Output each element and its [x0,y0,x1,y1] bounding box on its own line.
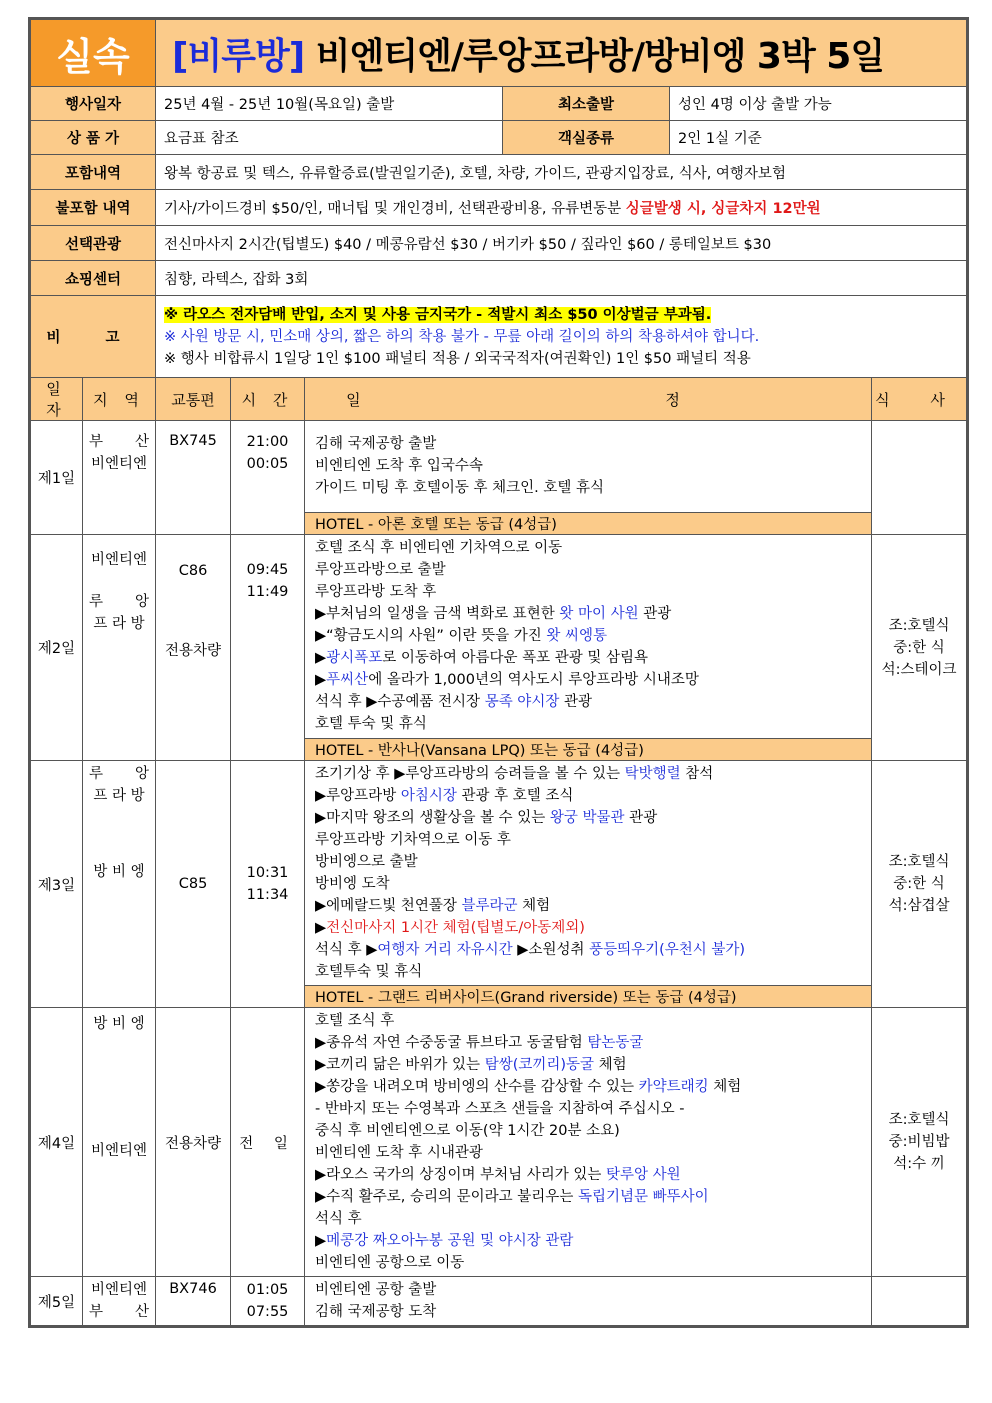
day2-label: 제2일 [30,535,83,761]
day1-time: 21:00 00:05 [231,421,305,535]
excluded-value [156,190,968,226]
day3-time: 10:31 11:34 [231,761,305,1008]
day3-row [30,761,968,986]
note-penalty: ※ 행사 비합류시 1일당 1인 $100 패널티 적용 / 외국국적자(여권확인) 1인 $50 패널티 적용 [164,350,751,367]
title-row [30,19,968,87]
day5-meal [872,1277,968,1327]
day1-row [30,421,968,513]
info-row-excluded [30,190,968,226]
day4-time: 전 일 [231,1008,305,1277]
day4-label: 제4일 [30,1008,83,1277]
notes-value [156,296,968,378]
page-title [156,19,968,87]
included-label: 포함내역 [30,155,156,190]
shopping-label: 쇼핑센터 [30,261,156,296]
title-bracket: [비루방] [172,35,305,77]
day4-meal: 조:호텔식 중:비빔밥 석:수 끼 [872,1008,968,1277]
day4-row [30,1008,968,1277]
day1-label: 제1일 [30,421,83,535]
day5-time: 01:05 07:55 [231,1277,305,1327]
period-label: 행사일자 [30,87,156,121]
day3-hotel: HOTEL - 그랜드 리버사이드(Grand riverside) 또는 동급 (4성급) [305,986,872,1008]
itinerary-sheet [28,17,966,1328]
day3-region: 루 앙 프 라 방 방 비 엥 [83,761,156,1008]
price-value: 요금표 참조 [156,121,503,155]
info-row-period [30,87,968,121]
day2-meal: 조:호텔식 중:한 식 석:스테이크 [872,535,968,761]
day2-hotel: HOTEL - 반사나(Vansana LPQ) 또는 동급 (4성급) [305,739,872,761]
day5-transport: BX746 [156,1277,231,1327]
note-dress: ※ 사원 방문 시, 민소매 상의, 짧은 하의 착용 불가 - 무릎 아래 길이의 하의 착용하셔야 합니다. [164,328,760,345]
info-row-price [30,121,968,155]
day2-row [30,535,968,739]
day5-region: 비엔티엔 부 산 [83,1277,156,1327]
day1-transport: BX745 [156,421,231,535]
col-time: 시 간 [231,378,305,421]
info-row-optional [30,226,968,261]
col-day: 일 자 [30,378,83,421]
included-value: 왕복 항공료 및 텍스, 유류할증료(발권일기준), 호텔, 차량, 가이드, 관광지입장료, 식사, 여행자보험 [156,155,968,190]
day2-schedule: 호텔 조식 후 비엔티엔 기차역으로 이동 루앙프라방으로 출발 루앙프라방 도착 후 ▶부처님의 일생을 금색 벽화로 표현한 왓 마이 사원 관광 ▶“황금도시의 사원” 이란 뜻을 가진 왓 씨엥통 ▶광시폭포로 이동하여 아름다운 폭포 관광 및 삼림욕 ▶푸씨산에 올라가 1,000년의 역사도시 루앙프라방 시내조망 석식 후 ▶수공예품 전시장 몽족 야시장 관광 호텔 투숙 및 휴식 [305,535,872,739]
note-ecig: ※ 라오스 전자담배 반입, 소지 및 사용 금지국가 - 적발시 최소 $50 이상벌금 부과됨. [164,306,712,323]
notes-label: 비 고 [30,296,156,378]
day2-time: 09:45 11:49 [231,535,305,761]
day1-hotel: HOTEL - 아론 호텔 또는 동급 (4성급) [305,513,872,535]
column-header-row [30,378,968,421]
day4-transport: 전용차량 [156,1008,231,1277]
day1-schedule: 김해 국제공항 출발 비엔티엔 도착 후 입국수속 가이드 미팅 후 호텔이동 후 체크인. 호텔 휴식 [305,421,872,513]
day3-meal: 조:호텔식 중:한 식 석:삼겹살 [872,761,968,1008]
day1-region: 부 산 비엔티엔 [83,421,156,535]
day2-region: 비엔티엔 루 앙 프 라 방 [83,535,156,761]
shopping-value: 침향, 라텍스, 잡화 3회 [156,261,968,296]
period-value: 25년 4월 - 25년 10월(목요일) 출발 [156,87,503,121]
col-region: 지 역 [83,378,156,421]
day5-label: 제5일 [30,1277,83,1327]
day4-region: 방 비 엥 비엔티엔 [83,1008,156,1277]
day3-schedule: 조기기상 후 ▶루앙프라방의 승려들을 볼 수 있는 탁밧행렬 참석 ▶루앙프라방 아침시장 관광 후 호텔 조식 ▶마지막 왕조의 생활상을 볼 수 있는 왕궁 박물관 관광 루앙프라방 기차역으로 이동 후 방비엥으로 출발 방비엥 도착 ▶에메랄드빛 천연풀장 블루라군 체험 ▶전신마사지 1시간 체험(팁별도/아동제외) 석식 후 ▶여행자 거리 자유시간 ▶소원성취 풍등띄우기(우천시 불가) 호텔투숙 및 휴식 [305,761,872,986]
single-charge: 싱글발생 시, 싱글차지 12만원 [625,201,821,217]
itinerary-table [28,17,969,1328]
info-row-shopping [30,261,968,296]
price-label: 상 품 가 [30,121,156,155]
col-schedule: 일 정 [305,378,872,421]
col-meal: 식 사 [872,378,968,421]
day5-schedule: 비엔티엔 공항 출발 김해 국제공항 도착 [305,1277,872,1327]
day1-meal [872,421,968,535]
min-label: 최소출발 [503,87,670,121]
excluded-text: 기사/가이드경비 $50/인, 매너팁 및 개인경비, 선택관광비용, 유류변동분 [164,201,626,217]
optional-label: 선택관광 [30,226,156,261]
room-value: 2인 1실 기준 [670,121,968,155]
excluded-label: 불포함 내역 [30,190,156,226]
col-transport: 교통편 [156,378,231,421]
day3-transport: C85 [156,761,231,1008]
day3-label: 제3일 [30,761,83,1008]
min-value: 성인 4명 이상 출발 가능 [670,87,968,121]
optional-value: 전신마사지 2시간(팁별도) $40 / 메콩유람선 $30 / 버기카 $50 / 짚라인 $60 / 롱테일보트 $30 [156,226,968,261]
room-label: 객실종류 [503,121,670,155]
info-row-notes [30,296,968,378]
badge: 실속 [30,19,156,87]
day2-transport: C86 전용차량 [156,535,231,761]
day4-schedule: 호텔 조식 후 ▶종유석 자연 수중동굴 튜브타고 동굴탐험 탐논동굴 ▶코끼리 닮은 바위가 있는 탐쌍(코끼리)동굴 체험 ▶쏭강을 내려오며 방비엥의 산수를 감상할 수 있는 카약트래킹 체험 - 반바지 또는 수영복과 스포츠 샌들을 지참하여 주십시오 - 중식 후 비엔티엔으로 이동(약 1시간 20분 소요) 비엔티엔 도착 후 시내관광 ▶라오스 국가의 상징이며 부처님 사리가 있는 탓루앙 사원 ▶수직 활주로, 승리의 문이라고 불리우는 독립기념문 빠뚜사이 석식 후 ▶메콩강 짜오아누봉 공원 및 야시장 관람 비엔티엔 공항으로 이동 [305,1008,872,1277]
info-row-included [30,155,968,190]
title-main: 비엔티엔/루앙프라방/방비엥 3박 5일 [304,35,885,77]
day5-row [30,1277,968,1327]
